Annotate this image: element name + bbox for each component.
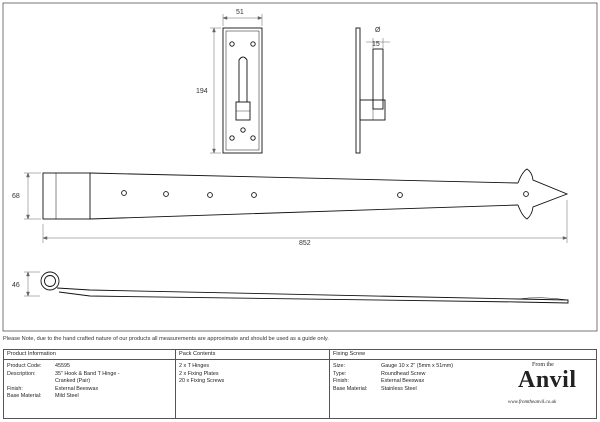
fixing-screw-column [330, 350, 596, 418]
spec-label: Description: [7, 370, 36, 377]
spec-label: Product Code: [7, 363, 42, 369]
spec-value: External Beeswax [55, 385, 99, 392]
spec-label: Size: [333, 363, 345, 369]
strap-side-view [41, 272, 568, 303]
spec-value: Mild Steel [55, 393, 79, 400]
product-information-column [4, 350, 176, 418]
strap-height-label: 68 [12, 193, 20, 200]
plate-width-label: 51 [236, 9, 244, 16]
spec-row [7, 363, 175, 371]
spec-label: Finish: [7, 385, 23, 392]
pin-diameter-symbol: Ø [375, 27, 381, 34]
spec-table [3, 349, 597, 419]
pack-item: 20 x Fixing Screws [179, 378, 225, 385]
spec-value: Roundhead Screw [381, 370, 426, 377]
measurement-note: Please Note, due to the hand crafted nature of our products all measurements are approximate and should be used as a guide only. [3, 336, 329, 342]
pack-contents-column [176, 350, 330, 418]
spec-row [7, 393, 175, 401]
spec-value: Stainless Steel [381, 385, 417, 392]
spec-label: Base Material: [7, 393, 42, 400]
spec-value: Gauge 10 x 2" (5mm x 51mm) [381, 363, 454, 369]
logo-brand: Anvil [518, 367, 577, 393]
pack-contents-heading: Pack Contents [176, 350, 329, 360]
pack-contents-rows [176, 360, 329, 386]
spec-label: Finish: [333, 378, 349, 385]
side-height-dimension [24, 272, 40, 296]
spec-label: Base Material: [333, 385, 368, 392]
logo-website: www.fromtheanvil.co.uk [508, 400, 557, 405]
product-information-heading: Product Information [4, 350, 175, 360]
plate-height-dimension [210, 28, 221, 153]
product-information-rows [4, 360, 175, 401]
fixing-screw-heading: Fixing Screw [330, 350, 596, 360]
side-height-label: 46 [12, 282, 20, 289]
spec-row [7, 386, 175, 394]
pack-item: 2 x T Hinges [179, 363, 210, 369]
plate-height-label: 194 [196, 88, 208, 95]
logo-from-the: From the [532, 362, 554, 368]
spec-value: 35" Hook & Band T Hinge - Cranked (Pair) [55, 370, 120, 385]
strap-length-dimension [43, 200, 567, 243]
pack-item: 2 x Fixing Plates [179, 370, 219, 377]
spec-row [7, 371, 175, 386]
spec-label: Type: [333, 370, 347, 377]
from-the-anvil-logo [504, 362, 592, 414]
fixing-plate-side-view [356, 28, 385, 153]
drawing-frame [3, 3, 597, 331]
strap-height-dimension [24, 173, 41, 219]
spec-value: External Beeswax [381, 378, 425, 385]
strap-length-label: 852 [299, 240, 311, 247]
fixing-plate-front-view [223, 28, 262, 153]
spec-value: 45595 [55, 363, 70, 369]
pin-size-label: 15 [372, 41, 380, 48]
strap-top-view [43, 169, 567, 219]
